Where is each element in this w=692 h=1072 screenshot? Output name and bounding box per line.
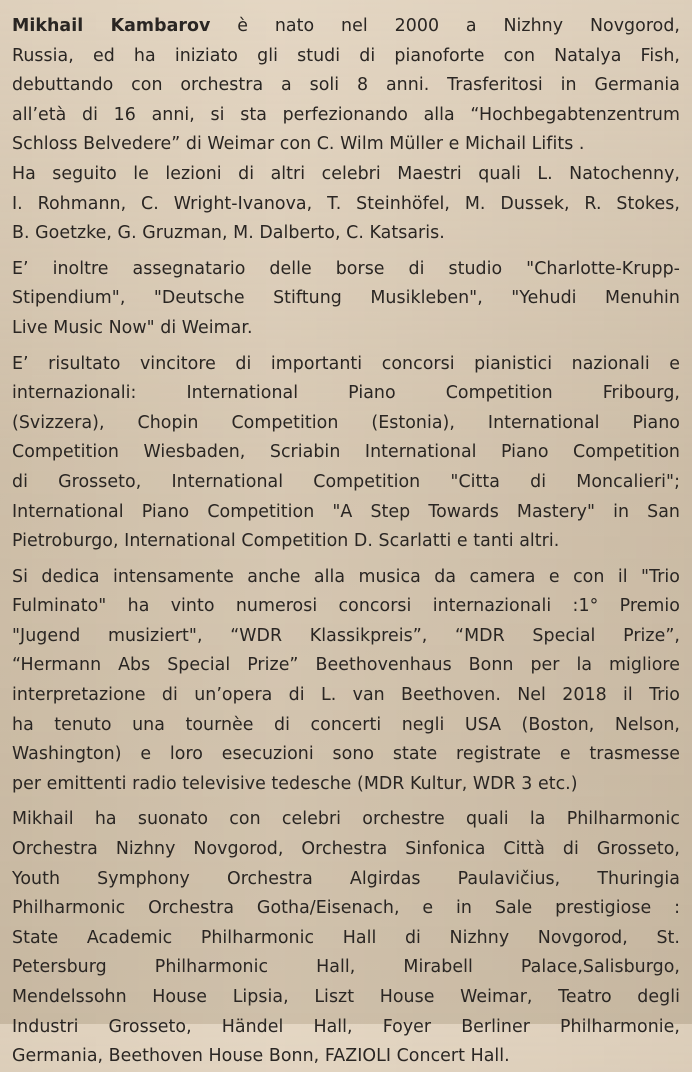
text-line: all’età di 16 anni, si sta perfezionando alla “Hochbegabtenzentrum [12, 104, 680, 125]
text-line: Washington) e loro esecuzioni sono state registrate e trasmesse [12, 744, 680, 765]
biography-page [12, 12, 680, 1067]
text-line: I. Rohmann, C. Wright-Ivanova, T. Steinhöfel, M. Dussek, R. Stokes, [12, 193, 680, 214]
paragraph [12, 563, 680, 800]
text-line: Fulminato" ha vinto numerosi concorsi internazionali :1° Premio [12, 596, 680, 617]
text-line: Petersburg Philharmonic Hall, Mirabell Palace,Salisburgo, [12, 957, 680, 978]
text-line: Stipendium", "Deutsche Stiftung Musikleben", "Yehudi Menuhin [12, 288, 680, 309]
text-line: (Svizzera), Chopin Competition (Estonia), International Piano [12, 412, 680, 433]
paragraph [12, 255, 680, 344]
text-line: B. Goetzke, G. Gruzman, M. Dalberto, C. Katsaris. [12, 223, 445, 244]
text-line: Orchestra Nizhny Novgorod, Orchestra Sinfonica Città di Grosseto, [12, 839, 680, 860]
text-line: Pietroburgo, International Competition D. Scarlatti e tanti altri. [12, 531, 560, 552]
text-line: Industri Grosseto, Händel Hall, Foyer Berliner Philharmonie, [12, 1016, 680, 1037]
text-line: Youth Symphony Orchestra Algirdas Paulavičius, Thuringia [12, 868, 680, 889]
text-line [12, 12, 680, 42]
paragraph [12, 350, 680, 557]
text-line: E’ risultato vincitore di importanti concorsi pianistici nazionali e [12, 353, 680, 374]
text-line: Germania, Beethoven House Bonn, FAZIOLI Concert Hall. [12, 1046, 510, 1067]
text-line: Russia, ed ha iniziato gli studi di pianoforte con Natalya Fish, [12, 45, 680, 66]
text-line: Ha seguito le lezioni di altri celebri Maestri quali L. Natochenny, [12, 163, 680, 184]
biography-text [12, 12, 680, 1072]
text-line: debuttando con orchestra a soli 8 anni. Trasferitosi in Germania [12, 75, 680, 96]
text-line: Live Music Now" di Weimar. [12, 317, 253, 338]
text-line: Competition Wiesbaden, Scriabin International Piano Competition [12, 442, 680, 463]
text-line: E’ inoltre assegnatario delle borse di studio "Charlotte-Krupp- [12, 258, 680, 279]
text-line: “Hermann Abs Special Prize” Beethovenhaus Bonn per la migliore [12, 655, 680, 676]
text-line: State Academic Philharmonic Hall di Nizhny Novgorod, St. [12, 927, 680, 948]
text-line: "Jugend musiziert", “WDR Klassikpreis”, “MDR Special Prize”, [12, 625, 680, 646]
text-line: per emittenti radio televisive tedesche (MDR Kultur, WDR 3 etc.) [12, 773, 578, 794]
text-line: Mendelssohn House Lipsia, Liszt House Weimar, Teatro degli [12, 987, 680, 1007]
text-line: internazionali: International Piano Competition Fribourg, [12, 383, 680, 404]
text-line: Schloss Belvedere” di Weimar con C. Wilm Müller e Michail Lifits . [12, 134, 585, 155]
artist-name: Mikhail Kambarov [12, 16, 211, 36]
line-text: è nato nel 2000 a Nizhny Novgorod, [210, 16, 680, 36]
text-line: Mikhail ha suonato con celebri orchestre quali la Philharmonic [12, 809, 680, 830]
text-line: interpretazione di un’opera di L. van Beethoven. Nel 2018 il Trio [12, 685, 680, 706]
text-line: di Grosseto, International Competition "Citta di Moncalieri"; [12, 471, 680, 492]
paragraph [12, 805, 680, 1071]
text-line: Si dedica intensamente anche alla musica da camera e con il "Trio [12, 566, 680, 587]
text-line: ha tenuto una tournèe di concerti negli USA (Boston, Nelson, [12, 714, 680, 735]
paragraph [12, 12, 680, 249]
text-line: International Piano Competition "A Step Towards Mastery" in San [12, 501, 680, 522]
text-line: Philharmonic Orchestra Gotha/Eisenach, e in Sale prestigiose : [12, 898, 680, 919]
